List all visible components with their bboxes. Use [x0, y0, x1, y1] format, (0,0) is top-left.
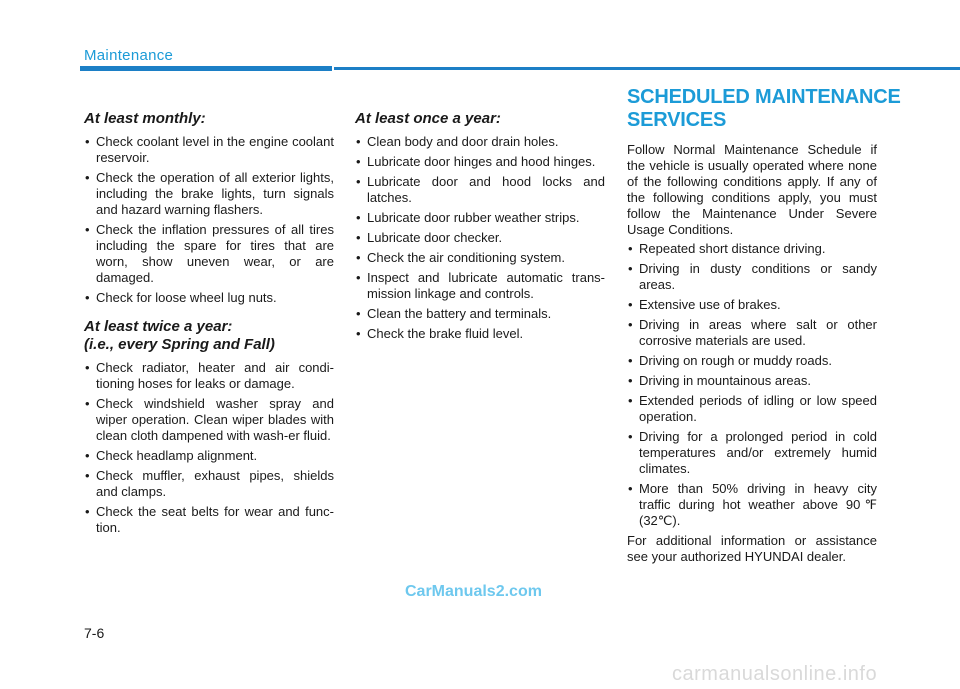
list-item: • Check muffler, exhaust pipes, shields and clamps.: [84, 468, 334, 500]
header-bar: [80, 66, 332, 71]
column-middle: [355, 110, 605, 346]
section-title-line1: SCHEDULED MAINTENANCE: [627, 86, 901, 108]
section-title-line2: SERVICES: [627, 109, 727, 131]
list-item: • Lubricate door checker.: [355, 230, 605, 246]
list-item: • Check the operation of all exterior lights, including the brake lights, turn signals and hazard warning flashers.: [84, 170, 334, 218]
list-item: • Clean body and door drain holes.: [355, 134, 605, 150]
twice-year-list: [84, 360, 334, 536]
column-right: [627, 142, 877, 568]
list-item: • Check headlamp alignment.: [84, 448, 334, 464]
once-year-list: [355, 134, 605, 342]
header-rule: [334, 67, 960, 70]
section-title: [627, 86, 927, 132]
monthly-list: [84, 134, 334, 306]
list-item: • Check for loose wheel lug nuts.: [84, 290, 334, 306]
list-item: • Driving for a prolonged period in cold temperatures and/or extremely humid climates.: [627, 429, 877, 477]
watermark-link[interactable]: CarManuals2.com: [405, 583, 542, 600]
column-left: [84, 110, 334, 540]
list-item: • More than 50% driving in heavy city traffic during hot weather above 90℉ (32℃).: [627, 481, 877, 529]
list-item: • Check the air conditioning system.: [355, 250, 605, 266]
list-item: • Lubricate door rubber weather strips.: [355, 210, 605, 226]
list-item: • Repeated short distance driving.: [627, 241, 877, 257]
section-label: Maintenance: [84, 47, 174, 64]
page-number: 7-6: [84, 625, 105, 641]
monthly-heading: At least monthly:: [84, 110, 206, 127]
twice-year-heading-line2: (i.e., every Spring and Fall): [84, 336, 275, 353]
list-item: • Inspect and lubricate automatic trans-mission linkage and controls.: [355, 270, 605, 302]
list-item: • Check the brake fluid level.: [355, 326, 605, 342]
list-item: • Lubricate door hinges and hood hinges.: [355, 154, 605, 170]
twice-year-heading-line1: At least twice a year:: [84, 318, 233, 335]
footer-watermark: carmanualsonline.info: [672, 663, 878, 685]
list-item: • Check the inflation pressures of all tires including the spare for tires that are worn, show uneven wear, or are damaged.: [84, 222, 334, 286]
list-item: • Check windshield washer spray and wiper operation. Clean wiper blades with clean cloth dampened with wash-er fluid.: [84, 396, 334, 444]
list-item: • Clean the battery and terminals.: [355, 306, 605, 322]
closing-paragraph: For additional information or assistance see your authorized HYUNDAI dealer.: [627, 533, 877, 564]
list-item: • Driving in mountainous areas.: [627, 373, 877, 389]
list-item: • Driving on rough or muddy roads.: [627, 353, 877, 369]
intro-paragraph: Follow Normal Maintenance Schedule if the vehicle is usually operated where none of the following conditions apply. If any of the following conditions apply, you must follow the Maintenance Under Severe Usage Conditions.: [627, 142, 877, 237]
list-item: • Lubricate door and hood locks and latches.: [355, 174, 605, 206]
list-item: • Check coolant level in the engine coolant reservoir.: [84, 134, 334, 166]
once-year-heading: At least once a year:: [355, 110, 501, 127]
list-item: • Driving in areas where salt or other corrosive materials are used.: [627, 317, 877, 349]
list-item: • Extended periods of idling or low speed operation.: [627, 393, 877, 425]
list-item: • Check radiator, heater and air condi-tioning hoses for leaks or damage.: [84, 360, 334, 392]
severe-conditions-list: [627, 241, 877, 529]
list-item: • Check the seat belts for wear and func-tion.: [84, 504, 334, 536]
twice-year-heading: [84, 318, 334, 354]
list-item: • Driving in dusty conditions or sandy areas.: [627, 261, 877, 293]
list-item: • Extensive use of brakes.: [627, 297, 877, 313]
